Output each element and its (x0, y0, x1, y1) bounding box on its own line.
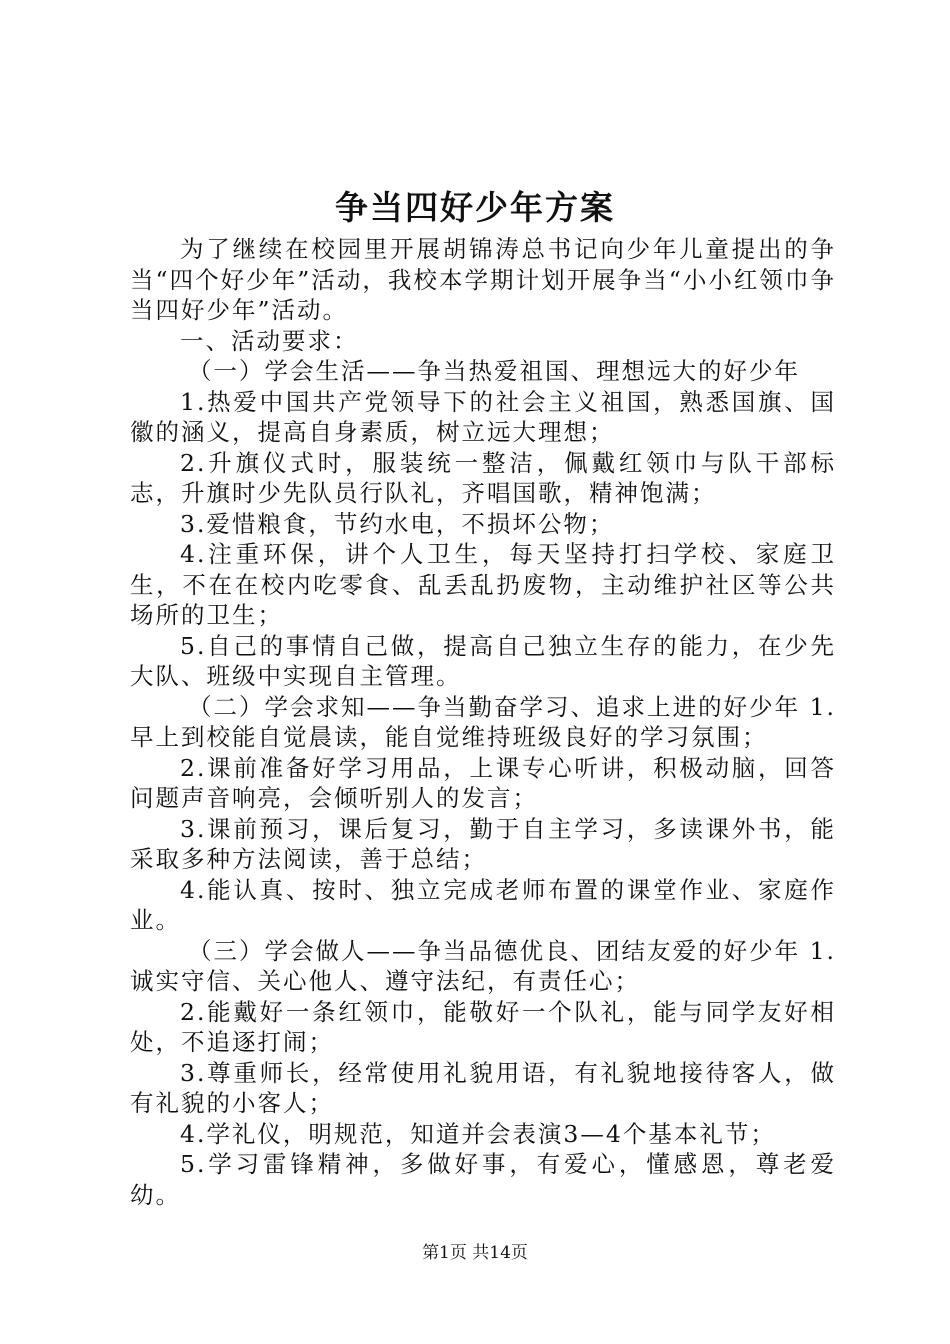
paragraph-item: 4.注重环保，讲个人卫生，每天坚持打扫学校、家庭卫生，不在在校内吃零食、乱丢乱扔废物，主动维护社区等公共场所的卫生； (130, 540, 836, 629)
document-body (130, 234, 836, 1210)
paragraph-item: 4.能认真、按时、独立完成老师布置的课堂作业、家庭作业。 (130, 875, 836, 934)
paragraph-item: 5.自己的事情自己做，提高自己独立生存的能力，在少先大队、班级中实现自主管理。 (130, 631, 836, 690)
paragraph-subheading-2: （二）学会求知——争当勤奋学习、追求上进的好少年 1.早上到校能自觉晨读，能自觉维持班级良好的学习氛围； (130, 692, 836, 751)
paragraph-item: 4.学礼仪，明规范，知道并会表演3—4个基本礼节； (180, 1119, 776, 1148)
paragraph-subheading-1: （一）学会生活——争当热爱祖国、理想远大的好少年 (188, 357, 800, 385)
paragraph-item: 1.热爱中国共产党领导下的社会主义祖国，熟悉国旗、国徽的涵义，提高自身素质，树立远大理想； (130, 387, 836, 446)
paragraph-item: 3.课前预习，课后复习，勤于自主学习，多读课外书，能采取多种方法阅读，善于总结； (130, 814, 836, 873)
paragraph-subheading-3: （三）学会做人——争当品德优良、团结友爱的好少年 1.诚实守信、关心他人、遵守法纪，有责任心； (130, 936, 836, 995)
paragraph-item: 2.升旗仪式时，服装统一整洁，佩戴红领巾与队干部标志，升旗时少先队员行队礼，齐唱国歌，精神饱满； (130, 448, 836, 507)
paragraph-item: 2.能戴好一条红领巾，能敬好一个队礼，能与同学友好相处，不追逐打闹； (130, 997, 836, 1056)
page-footer: 第1页 共14页 (422, 1243, 528, 1263)
paragraph-item: 5.学习雷锋精神，多做好事，有爱心，懂感恩，尊老爱幼。 (130, 1150, 836, 1209)
paragraph-section-heading: 一、活动要求： (180, 326, 359, 355)
paragraph-item: 3.尊重师长，经常使用礼貌用语，有礼貌地接待客人，做有礼貌的小客人； (130, 1058, 836, 1117)
paragraph-item: 2.课前准备好学习用品，上课专心听讲，积极动脑，回答问题声音响亮，会倾听别人的发言； (130, 753, 836, 812)
paragraph-intro: 为了继续在校园里开展胡锦涛总书记向少年儿童提出的争当“四个好少年”活动，我校本学期计划开展争当“小小红领巾争当四好少年”活动。 (130, 235, 836, 324)
document-title: 争当四好少年方案 (335, 188, 615, 227)
paragraph-item: 3.爱惜粮食，节约水电，不损坏公物； (180, 509, 615, 538)
